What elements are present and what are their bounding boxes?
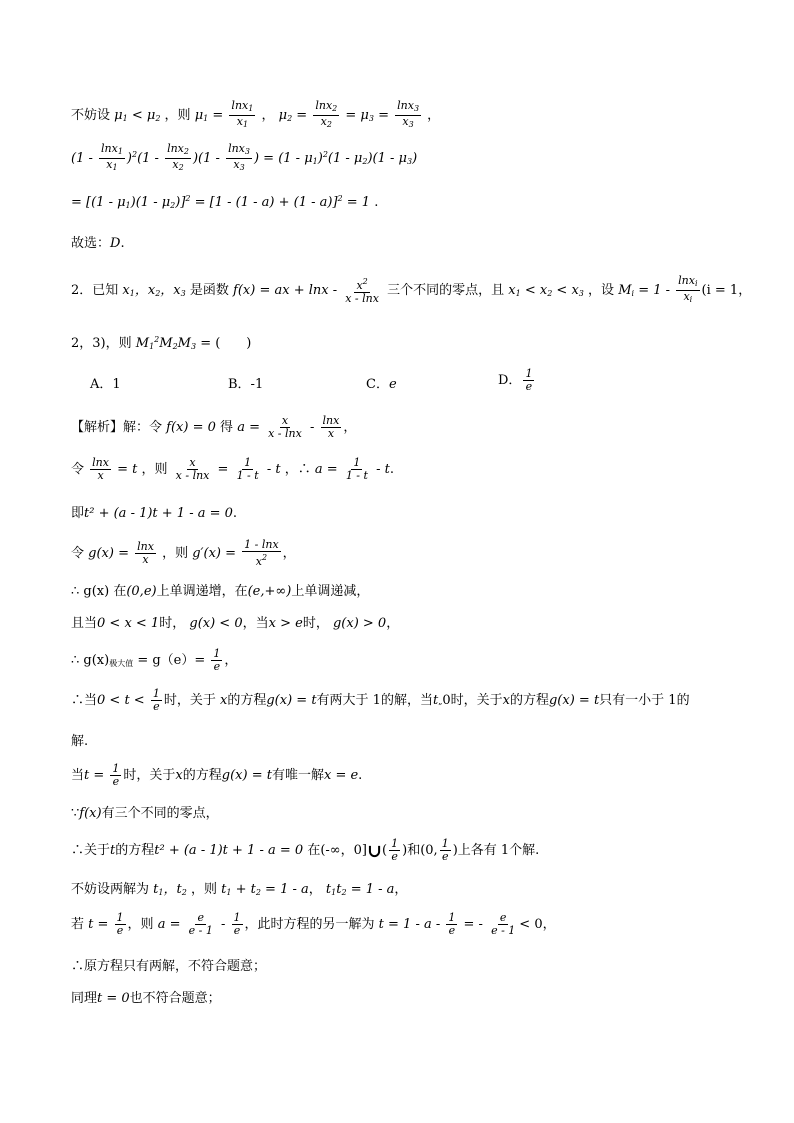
line-assume-mu: 不妨设 $\mu_1 < \mu_2$ ，则 $\mu_1$ = $\frac{\ln x_1}{x_1}$ ， $\mu_2$ = $\frac{\ln x_2}{x_2}$ = $\mu_3$ = $\frac{\ln x_3}{x_3}$ ， bbox=[71, 99, 441, 129]
line-product-result: = $[(1 - \mu_1)(1 - \mu_2)]^2 = [1 - (1 - a) + (1 - a)]^2 = 1$ . bbox=[71, 194, 379, 210]
math-mu2-def: $\mu_2$ = $\frac{\ln x_2}{x_2}$ = $\mu_3$ = $\frac{\ln x_3}{x_3}$ bbox=[278, 99, 420, 129]
analysis-monotonic: ∴ g(x) 在(0,e)上单调递增，在(e,+∞)上单调递减， bbox=[71, 584, 370, 599]
option-c[interactable]: C．e bbox=[366, 377, 397, 392]
analysis-three-zeros: ∵f(x)有三个不同的零点， bbox=[71, 806, 219, 821]
math-x-vars: $x_1$，$x_2$，$x_3$ bbox=[122, 283, 186, 298]
analysis-two-roots: ∴原方程只有两解，不符合题意； bbox=[71, 959, 267, 974]
option-d[interactable]: D． $\frac{1}{e}$ bbox=[498, 367, 533, 393]
analysis-quadratic: 即t² + (a - 1)t + 1 - a = 0. bbox=[71, 506, 238, 521]
analysis-t-intervals: ∴关于t的方程t² + (a - 1)t + 1 - a = 0 在(-∞，0]∪( $\frac{1}{e}$ )和(0, $\frac{1}{e}$ )上各有 1个解. bbox=[71, 837, 540, 863]
math-one-over-e: $\frac{1}{e}$ bbox=[525, 367, 533, 393]
math-M-def: $M_i = 1$ - $\frac{\ln x_i}{x_i}$ bbox=[618, 274, 698, 304]
math-function-f: f(x) = ax + lnx - $\frac{x^2}{x - \ln x}$ bbox=[233, 277, 379, 305]
analysis-unique-root: 当t = $\frac{1}{e}$ 时，关于x的方程g(x) = t有唯一解x = e. bbox=[71, 762, 363, 788]
analysis-max: ∴ $g(x)_{极大值} = g(e)=$ $\frac{1}{e}$ ， bbox=[71, 647, 238, 673]
math-mu1-def: $\mu_1$ = $\frac{\ln x_1}{x_1}$ bbox=[194, 99, 254, 129]
line-answer: 故选：D. bbox=[71, 236, 125, 251]
analysis-substitution: 令 $\frac{\ln x}{x}$ = t ，则 $\frac{x}{x - \ln x}$ = $\frac{1}{1 - t}$ - t ，∴ a = $\frac{1}{1 - t}$ - t. bbox=[71, 456, 394, 482]
analysis-vieta: 不妨设两解为 $t_1$，$t_2$ ，则 $t_1 + t_2 = 1 - a$， $t_1t_2 = 1 - a$， bbox=[71, 882, 408, 897]
analysis-roots-case-cont: 解. bbox=[71, 734, 89, 749]
analysis-g-def: 令 g(x) = $\frac{\ln x}{x}$ ，则 g′(x) = $\frac{1 - \ln x}{x^2}$ ， bbox=[71, 538, 296, 568]
question-2-stem: 2．已知 $x_1$，$x_2$，$x_3$ 是函数 f(x) = ax + lnx - $\frac{x^2}{x - \ln x}$ 三个不同的零点，且 $x_1 < x_2 < x_3$ ，设 $M_i = 1$ - $\frac{\ln x_i}{x_i}$ (i = 1， bbox=[71, 274, 752, 305]
math-product: (1 - $\frac{\ln x_1}{x_1}$ )$^2$(1 - $\frac{\ln x_2}{x_2}$ )(1 - $\frac{\ln x_3}{x_3}$ ) = $(1 - \mu_1)^2(1 - \mu_2)(1 - \mu_3)$ bbox=[71, 142, 418, 172]
math-M-product: $M_1^2M_2M_3$ bbox=[135, 335, 197, 351]
math-mu-compare: $\mu_1 < \mu_2$ bbox=[114, 108, 161, 123]
analysis-roots-case: ∴当0 < t < $\frac{1}{e}$ 时，关于 x的方程g(x) = t有两大于 1的解，当t„0时，关于x的方程g(x) = t只有一小于 1的 bbox=[71, 687, 690, 713]
math-order: $x_1 < x_2 < x_3$ bbox=[508, 283, 584, 298]
analysis-case-t-1e: 若 t = $\frac{1}{e}$ ，则 a = $\frac{e}{e - 1}$ - $\frac{1}{e}$ ，此时方程的另一解为 t = 1 - a - $\frac{1}{e}$ = - $\frac{e}{e - 1}$ < 0， bbox=[71, 911, 556, 937]
analysis-start: 【解析】解：令 f(x) = 0 得 a = $\frac{x}{x - \ln x}$ - $\frac{\ln x}{x}$ ， bbox=[71, 414, 357, 440]
analysis-sign: 且当0 < x < 1时， g(x) < 0，当x > e时， g(x) > 0， bbox=[71, 616, 400, 631]
analysis-tag: 【解析】 bbox=[71, 420, 124, 435]
analysis-t-zero: 同理t = 0也不符合题意； bbox=[71, 991, 221, 1006]
question-2-ask: 2，3)，则 $M_1^2M_2M_3$ = ( ) bbox=[71, 335, 252, 351]
line-product-expansion bbox=[71, 143, 417, 174]
math-result: = $[(1 - \mu_1)(1 - \mu_2)]^2 = [1 - (1 - a) + (1 - a)]^2 = 1$ bbox=[71, 194, 371, 210]
option-b[interactable]: B．-1 bbox=[228, 377, 264, 392]
option-a[interactable]: A．1 bbox=[90, 377, 121, 392]
